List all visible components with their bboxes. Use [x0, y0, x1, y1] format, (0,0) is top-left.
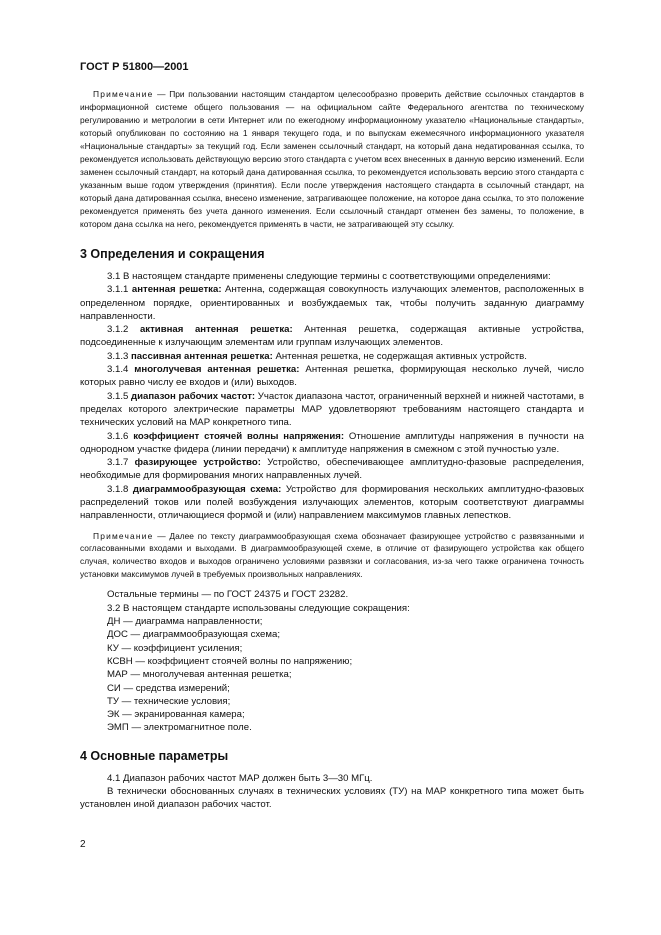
note-beamforming [80, 530, 584, 581]
section-3-intro: 3.1 В настоящем стандарте применены следующие термины с соответствующими определениями: [107, 271, 551, 282]
term-number: 3.1.2 [107, 324, 140, 336]
term-number: 3.1.6 [107, 430, 134, 442]
other-terms: Остальные термины — по ГОСТ 24375 и ГОСТ 23282. [107, 589, 349, 601]
term-name: активная антенная решетка: [139, 324, 293, 336]
term-name: диапазон рабочих частот: [131, 390, 256, 402]
section-4-title: 4 Основные параметры [80, 748, 229, 763]
term-definition: Устройство, обеспечивающее амплитудно-фазовые распределения, необходимые для формирования многих направленных лучей. [80, 457, 584, 482]
term-3-1-8 [80, 483, 584, 523]
section-3-title: 3 Определения и сокращения [80, 247, 265, 261]
term-3-1-6 [80, 430, 584, 457]
term-definition: Антенная решетка, не содержащая активных устройств. [272, 350, 527, 362]
term-definition: Устройство для формирования нескольких амплитудно-фазовых распределений токов или полей возбуждения излучающих элементов, которым соответствуют диаграммы направленности, отличающиеся формой и (или) направлением максимумов главных лепестков. [80, 483, 584, 522]
term-name: многолучевая антенная решетка: [134, 364, 300, 376]
abbreviation-item: СИ — средства измерений; [107, 682, 230, 694]
term-number: 3.1.7 [107, 457, 135, 469]
term-name: коэффициент стоячей волны напряжения: [133, 430, 345, 442]
term-name: диаграммообразующая схема: [132, 483, 282, 495]
note-label: Примечание [93, 89, 154, 99]
term-name: пассивная антенная решетка: [131, 350, 273, 362]
term-definition: Антенная решетка, содержащая активные устройства, подсоединенные к излучающим элементам или группам излучающих элементов. [80, 324, 584, 349]
abbreviation-item: ДН — диаграмма направленности; [107, 616, 263, 628]
abbreviation-item: ЭК — экранированная камера; [107, 709, 245, 721]
abbreviation-item: ДОС — диаграммообразующая схема; [107, 629, 280, 641]
abbreviation-item: КУ — коэффициент усиления; [107, 642, 243, 654]
section-4-paragraph-1: 4.1 Диапазон рабочих частот МАР должен быть 3—30 МГц. [107, 772, 373, 784]
term-3-1-4 [80, 363, 584, 390]
term-definition: Участок диапазона частот, ограниченный верхней и нижней частотами, в пределах которого электрические параметры МАР удовлетворяют требованиям настоящего стандарта и технических условий на МАР конкретного типа. [80, 390, 584, 429]
term-3-1-2 [80, 323, 584, 350]
abbreviation-item: ТУ — технические условия; [107, 695, 231, 707]
document-header: ГОСТ Р 51800—2001 [80, 61, 189, 73]
term-definition: Антенная решетка, формирующая несколько лучей, число которых равно числу ее входов и (или) выходов. [80, 364, 584, 389]
term-definition: Антенна, содержащая совокупность излучающих элементов, расположенных в определенном порядке, ориентированных и возбуждаемых так, чтобы получить заданную диаграмму направленности. [80, 284, 584, 322]
term-name: антенная решетка: [131, 284, 222, 296]
abbreviation-item: КСВН — коэффициент стоячей волны по напряжению; [107, 655, 353, 667]
term-3-1-3 [80, 350, 584, 363]
term-number: 3.1.1 [107, 284, 132, 296]
note-text: — Далее по тексту диаграммообразующая схема обозначает фазирующее устройство с развязанными и согласованными входами и выходами. В диаграммообразующей схеме, в отличие от фазирующего устройства как общего случая, количество входов и выходов ограничено условиями развязки и согласования, из-за чего также ограничена точность установки максимумов лучей в требуемых произвольных направлениях. [80, 530, 584, 579]
term-number: 3.1.5 [107, 390, 132, 402]
term-number: 3.1.3 [107, 350, 132, 362]
term-definition: Отношение амплитуды напряжения в пучности на однородном участке фидера (линии передачи) к амплитуде напряжения в смежном с этой пучностью узле. [80, 430, 584, 455]
note-label: Примечание [93, 530, 154, 541]
abbreviation-item: МАР — многолучевая антенная решетка; [107, 669, 292, 681]
term-number: 3.1.4 [107, 364, 135, 376]
note-text: — При пользовании настоящим стандартом целесообразно проверить действие ссылочных стандартов в информационной системе общего пользования — на официальном сайте Федерального агентства по техническому регулированию и метрологии в сети Интернет или по ежегодному информационному указателю «Национальные стандарты», который опубликован по состоянию на 1 января текущего года, и по выпускам ежемесячного информационного указателя «Национальные стандарты» за текущий год. Если заменен ссылочный стандарт, на который дана недатированная ссылка, то рекомендуется использовать действующую версию этого стандарта с учетом всех внесенных в данную версию изменений. Если заменен ссылочный стандарт, на который дана датированная ссылка, то рекомендуется использовать версию этого стандарта с указанным выше годом утверждения (принятия). Если после утверждения настоящего стандарта в ссылочный стандарт, на который дана датированная ссылка, внесено изменение, затрагивающее положение, на которое дана ссылка, то это положение рекомендуется применять без учета данного изменения. Если ссылочный стандарт отменен без замены, то положение, в котором дана ссылка на него, рекомендуется применять в части, не затрагивающей эту ссылку. [80, 89, 584, 229]
term-3-1-1 [80, 283, 584, 323]
term-number: 3.1.8 [107, 483, 133, 495]
section-4-paragraph-2: В технически обоснованных случаях в технических условиях (ТУ) на МАР конкретного типа может быть установлен иной диапазон рабочих частот. [80, 786, 584, 811]
abbreviation-item: ЭМП — электромагнитное поле. [107, 722, 252, 734]
term-3-1-5 [80, 390, 584, 430]
abbreviations-intro: 3.2 В настоящем стандарте использованы следующие сокращения: [107, 602, 410, 614]
term-3-1-7 [80, 456, 584, 483]
note-reference-standards [80, 88, 584, 231]
page-content [80, 88, 584, 812]
page-number: 2 [80, 839, 86, 850]
term-name: фазирующее устройство: [134, 457, 261, 469]
